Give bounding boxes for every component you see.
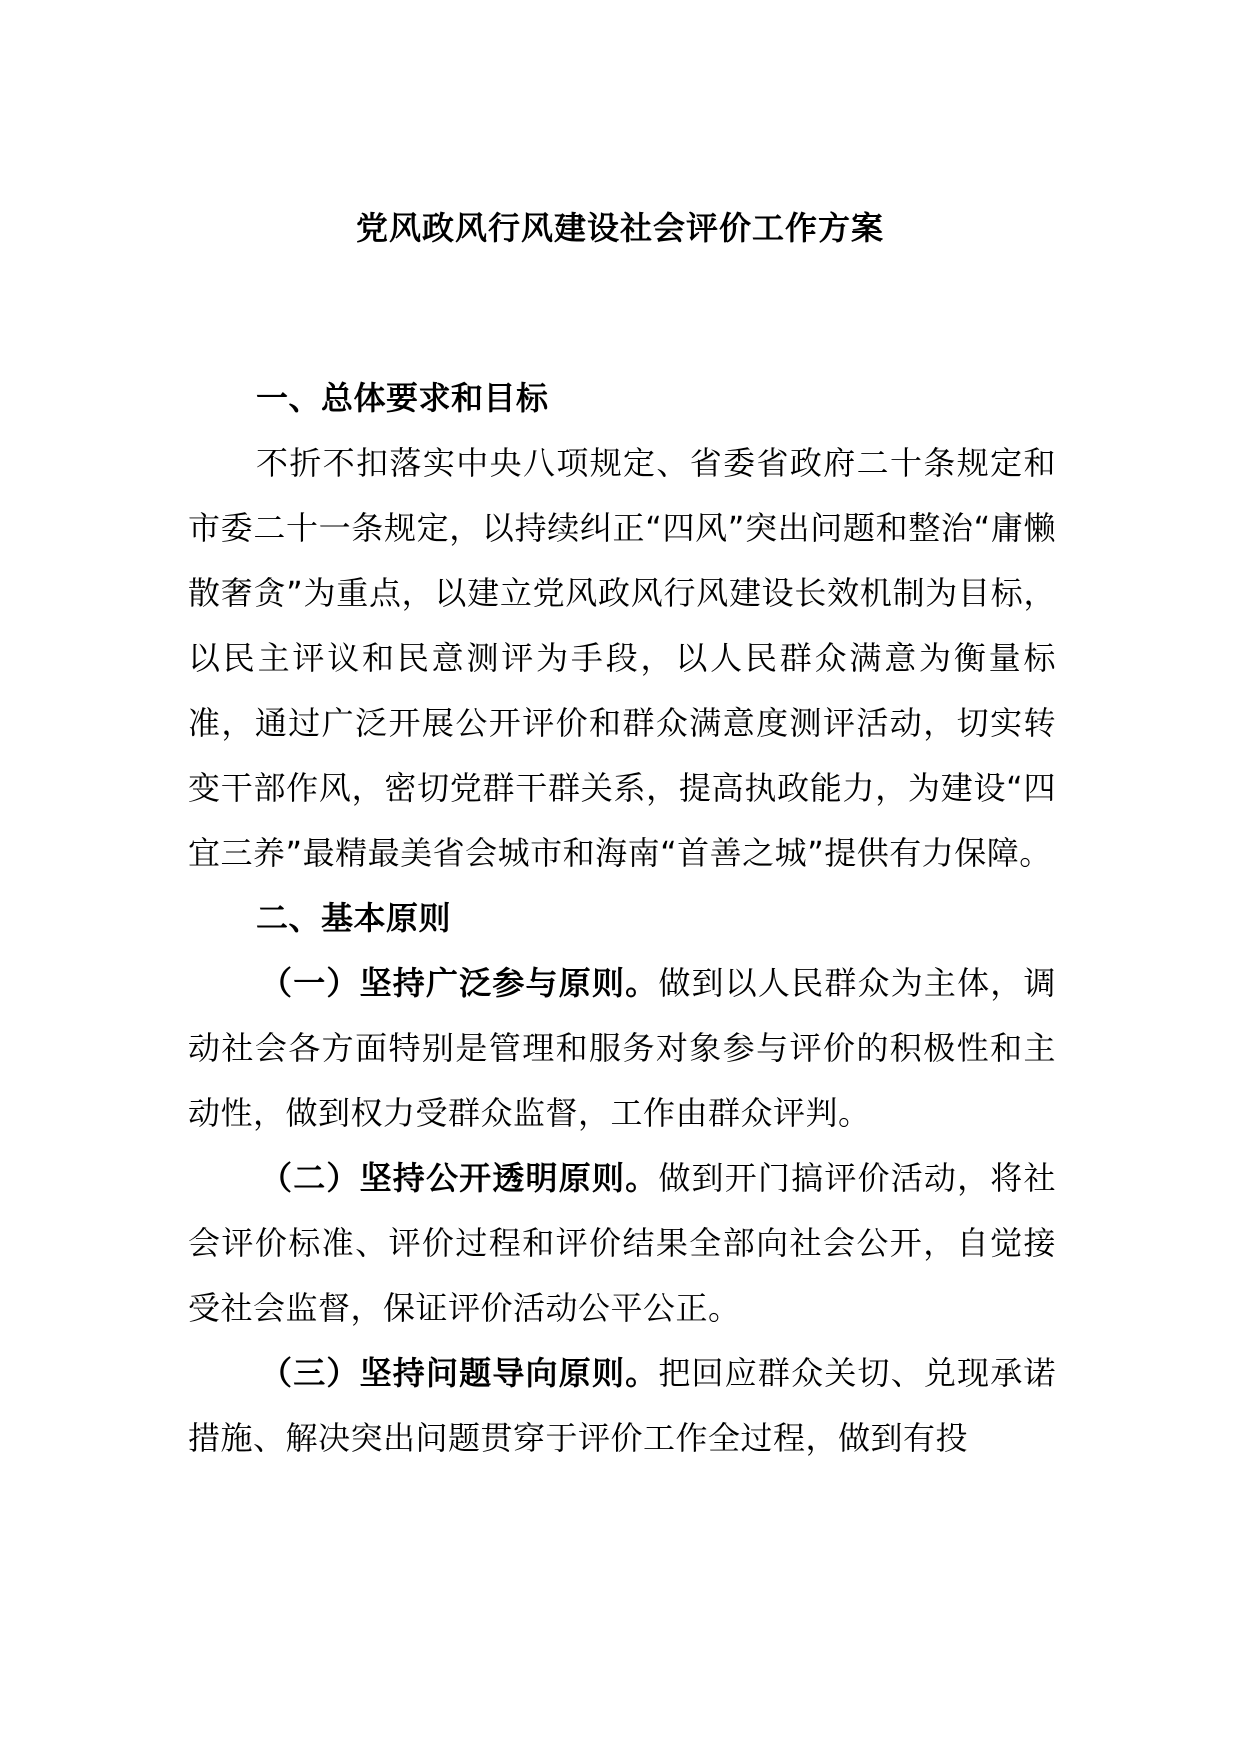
principle-lead: （三）坚持问题导向原则。 [260,1354,659,1392]
principle-item [188,951,1056,1146]
principle-lead: （二）坚持公开透明原则。 [260,1159,659,1197]
principle-lead: （一）坚持广泛参与原则。 [260,964,659,1002]
document-body [188,366,1056,1471]
principle-item [188,1341,1056,1471]
principle-text: 把回应群众关切、兑现承诺措施、解决突出问题贯穿于评价工作全过程，做到有投 [188,1354,1056,1457]
principle-item [188,1146,1056,1341]
document-title: 党风政风行风建设社会评价工作方案 [355,209,884,247]
section-paragraph-overall-requirements: 不折不扣落实中央八项规定、省委省政府二十条规定和市委二十一条规定，以持续纠正“四风”突出问题和整治“庸懒散奢贪”为重点，以建立党风政风行风建设长效机制为目标，以民主评议和民意测评为手段，以人民群众满意为衡量标准，通过广泛开展公开评价和群众满意度测评活动，切实转变干部作风，密切党群干群关系，提高执政能力，为建设“四宜三养”最精最美省会城市和海南“首善之城”提供有力保障。 [188,444,1056,872]
section-heading-overall-requirements: 一、总体要求和目标 [256,379,549,417]
principle-text: 做到开门搞评价活动，将社会评价标准、评价过程和评价结果全部向社会公开，自觉接受社会监督，保证评价活动公平公正。 [188,1159,1056,1327]
section-heading-basic-principles: 二、基本原则 [256,899,452,937]
principle-text: 做到以人民群众为主体，调动社会各方面特别是管理和服务对象参与评价的积极性和主动性，做到权力受群众监督，工作由群众评判。 [188,964,1056,1132]
